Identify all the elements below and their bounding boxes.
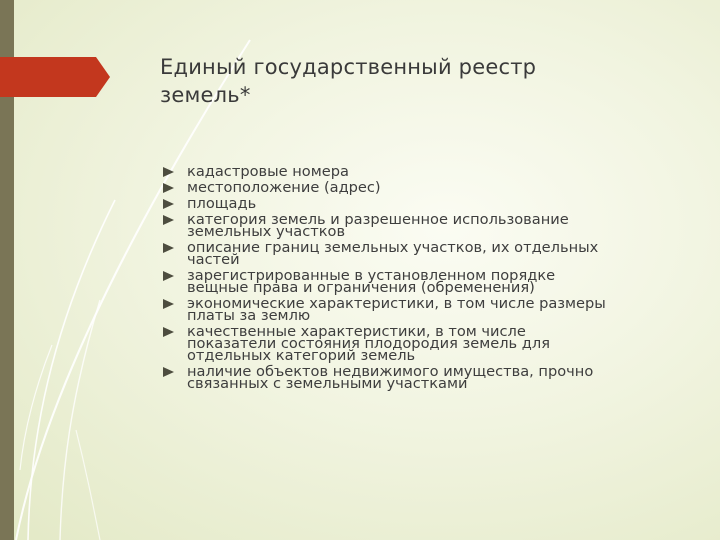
bullet-text-line: зарегистрированные в установленном порядке xyxy=(187,267,556,284)
title-line: земель* xyxy=(160,83,251,107)
bullet-text-line: вещные права и ограничения (обременения) xyxy=(187,279,535,296)
bullet-text-line: связанных с земельными участками xyxy=(187,375,468,392)
bullet-item xyxy=(160,267,700,296)
triangle-bullet-icon xyxy=(162,270,175,282)
bullet-list xyxy=(160,163,700,394)
bullet-text-line: описание границ земельных участков, их отдельных xyxy=(187,239,599,256)
triangle-bullet-icon xyxy=(162,326,175,338)
bullet-text-line: наличие объектов недвижимого имущества, прочно xyxy=(187,363,594,380)
slide-title xyxy=(160,53,620,109)
bullet-text-line: показатели состояния плодородия земель для xyxy=(187,335,550,352)
bullet-text-line: площадь xyxy=(187,195,257,212)
bullet-text-line: категория земель и разрешенное использование xyxy=(187,211,569,228)
triangle-bullet-icon xyxy=(162,214,175,226)
bullet-item xyxy=(160,363,700,392)
bullet-item xyxy=(160,195,700,212)
triangle-bullet-icon xyxy=(162,242,175,254)
triangle-bullet-icon xyxy=(162,166,175,178)
bullet-text-line: частей xyxy=(187,251,240,268)
bullet-item xyxy=(160,211,700,240)
bullet-item xyxy=(160,323,700,364)
triangle-bullet-icon xyxy=(162,366,175,378)
bullet-text-line: отдельных категорий земель xyxy=(187,347,416,364)
bullet-item xyxy=(160,295,700,324)
bullet-text-line: земельных участков xyxy=(187,223,346,240)
title-line: Единый государственный реестр xyxy=(160,55,537,79)
title-accent-tab xyxy=(0,57,112,97)
bullet-item xyxy=(160,239,700,268)
bullet-text-line: платы за землю xyxy=(187,307,311,324)
triangle-bullet-icon xyxy=(162,298,175,310)
bullet-item xyxy=(160,163,700,180)
triangle-bullet-icon xyxy=(162,198,175,210)
bullet-text-line: кадастровые номера xyxy=(187,163,349,180)
bullet-text-line: экономические характеристики, в том числе размеры xyxy=(187,295,606,312)
bullet-text-line: местоположение (адрес) xyxy=(187,179,381,196)
bullet-text-line: качественные характеристики, в том числе xyxy=(187,323,526,340)
bullet-item xyxy=(160,179,700,196)
triangle-bullet-icon xyxy=(162,182,175,194)
